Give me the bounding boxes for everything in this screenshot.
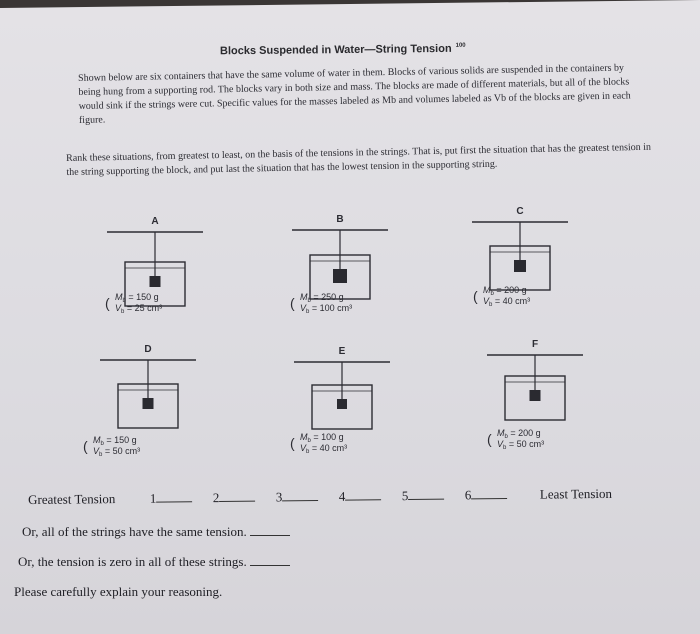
situation-e bbox=[290, 346, 390, 455]
rank-slot-4-number: 4 bbox=[338, 488, 346, 504]
mass-label-c: $M_b = 200$ g bbox=[483, 285, 527, 297]
explain-prompt: Please carefully explain your reasoning. bbox=[14, 584, 223, 599]
zero-tension-blank[interactable] bbox=[250, 554, 290, 566]
situation-label-e: E bbox=[338, 346, 346, 357]
rank-slot-6-number: 6 bbox=[464, 487, 472, 503]
volume-label-e: $V_b = 40$ cm³ bbox=[300, 443, 348, 455]
situation-label-d: D bbox=[144, 344, 152, 355]
rank-slot-5-blank[interactable] bbox=[408, 488, 444, 500]
pencil-bracket-mark: ( bbox=[83, 438, 88, 454]
suspended-block bbox=[337, 399, 347, 409]
mass-label-d: $M_b = 150$ g bbox=[93, 435, 137, 447]
pencil-bracket-mark: ( bbox=[105, 295, 110, 311]
situation-label-f: F bbox=[531, 339, 539, 350]
rank-slot-2-blank[interactable] bbox=[219, 490, 255, 502]
mass-label-f: $M_b = 200$ g bbox=[497, 428, 541, 440]
greatest-tension-label: Greatest Tension bbox=[28, 491, 116, 507]
mass-label-a: $M_b = 150$ g bbox=[115, 292, 159, 304]
pencil-bracket-mark: ( bbox=[487, 431, 492, 447]
mass-label-e: $M_b = 100$ g bbox=[300, 432, 344, 444]
same-tension-text: Or, all of the strings have the same tension. bbox=[22, 524, 247, 539]
situation-label-a: A bbox=[151, 216, 159, 227]
zero-tension-option bbox=[18, 554, 290, 570]
suspended-block bbox=[150, 276, 161, 287]
volume-label-b: $V_b = 100$ cm³ bbox=[300, 303, 353, 315]
mass-label-b: $M_b = 250$ g bbox=[300, 292, 344, 304]
worksheet-title: Blocks Suspended in Water—String Tension $^{100}$ bbox=[219, 42, 466, 58]
rank-slot-1-blank[interactable] bbox=[156, 490, 192, 502]
volume-label-c: $V_b = 40$ cm³ bbox=[483, 296, 531, 308]
volume-label-a: $V_b = 25$ cm³ bbox=[115, 303, 163, 315]
same-tension-option bbox=[22, 524, 290, 540]
situation-label-c: C bbox=[516, 206, 524, 217]
situation-a bbox=[105, 216, 203, 315]
pencil-bracket-mark: ( bbox=[290, 295, 295, 311]
rank-slot-2-number: 2 bbox=[212, 489, 220, 506]
least-tension-label: Least Tension bbox=[539, 485, 613, 502]
situation-label-b: B bbox=[336, 214, 344, 225]
situation-f bbox=[487, 339, 583, 451]
volume-label-f: $V_b = 50$ cm³ bbox=[497, 439, 545, 451]
rank-slot-3-blank[interactable] bbox=[282, 489, 318, 501]
rank-slot-6-blank[interactable] bbox=[471, 487, 507, 499]
problem-number: 100 bbox=[455, 43, 466, 50]
rank-slot-5-number: 5 bbox=[401, 488, 409, 504]
suspended-block bbox=[514, 260, 526, 272]
intro-paragraph: Shown below are six containers that have the same volume of water in them. Blocks of various solids are suspended in the containers by being hung from a supporting rod. The blocks vary in both size and mass. The blocks are made of different materials, but all of the blocks would sink if the strings were cut. Specific values for the masses labeled as Mb and volumes labeled as Vb of the blocks are given in each figure. bbox=[78, 62, 631, 126]
zero-tension-text: Or, the tension is zero in all of these strings. bbox=[18, 554, 247, 569]
suspended-block bbox=[143, 398, 154, 409]
suspended-block bbox=[530, 390, 541, 401]
volume-label-d: $V_b = 50$ cm³ bbox=[93, 446, 141, 458]
suspended-block bbox=[333, 269, 347, 283]
rank-slot-1-number: 1 bbox=[149, 490, 157, 506]
situation-d bbox=[83, 344, 196, 458]
pencil-bracket-mark: ( bbox=[473, 288, 478, 304]
pencil-bracket-mark: ( bbox=[290, 435, 295, 451]
rank-slot-4-blank[interactable] bbox=[345, 488, 381, 500]
situation-b bbox=[290, 214, 388, 315]
rank-slot-3-number: 3 bbox=[275, 489, 283, 505]
instructions-paragraph: Rank these situations, from greatest to least, on the basis of the tensions in the strings. That is, put first the situation that has the greatest tension in the string supporting the block, and put last the situation that has the lowest tension in the supporting string. bbox=[66, 141, 652, 178]
situation-c bbox=[472, 206, 568, 308]
same-tension-blank[interactable] bbox=[250, 524, 290, 536]
